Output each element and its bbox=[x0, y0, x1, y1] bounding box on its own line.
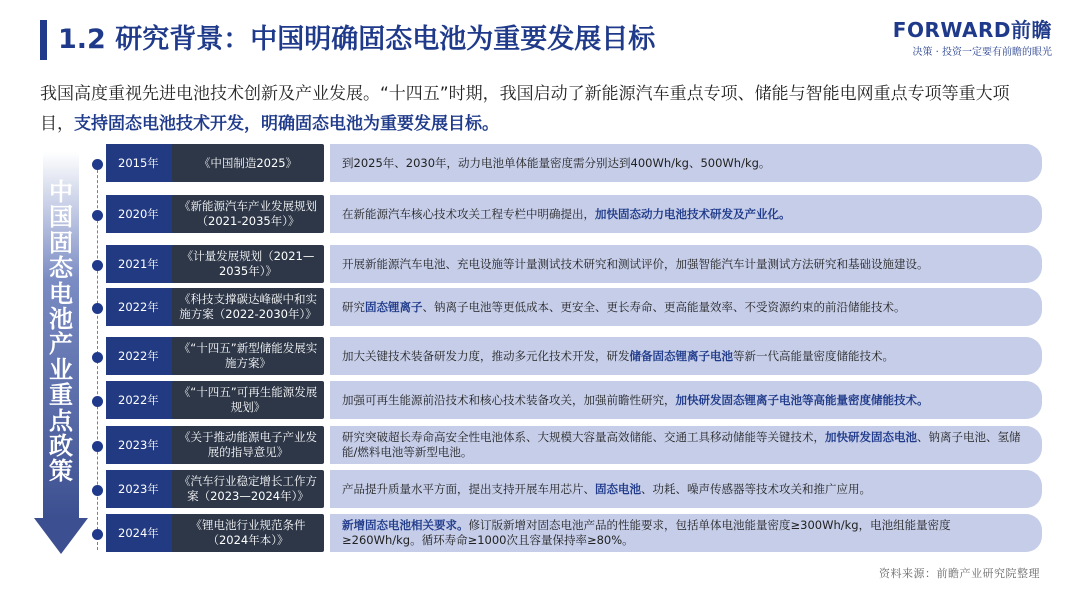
source-note: 资料来源：前瞻产业研究院整理 bbox=[879, 567, 1040, 580]
policy-description bbox=[330, 426, 1042, 464]
description-highlight: 储备固态锂离子电池 bbox=[629, 348, 733, 363]
description-highlight: 固态锂离子 bbox=[365, 299, 423, 314]
policy-document: 《关于推动能源电子产业发展的指导意见》 bbox=[172, 426, 324, 464]
policy-year: 2020年 bbox=[106, 195, 248, 233]
intro-text: 我国高度重视先进电池技术创新及产业发展。“十四五”时期，我国启动了新能源汽车重点专项、储能与智能电网重点专项等重大项目， bbox=[40, 84, 1010, 134]
policy-description bbox=[330, 144, 1042, 182]
policy-row bbox=[92, 426, 1042, 464]
policy-row bbox=[92, 288, 1042, 326]
policy-row bbox=[92, 470, 1042, 508]
policy-description bbox=[330, 381, 1042, 419]
policy-document: 《锂电池行业规范条件（2024年本）》 bbox=[172, 514, 324, 552]
logo-wordmark: FORWARD前瞻 bbox=[892, 18, 1052, 42]
timeline-dot bbox=[92, 396, 103, 407]
policy-description bbox=[330, 470, 1042, 508]
timeline-dot bbox=[92, 159, 103, 170]
policy-row bbox=[92, 144, 1042, 182]
title-accent-bar bbox=[40, 20, 47, 60]
description-text: 等新一代高能量密度储能技术。 bbox=[733, 348, 894, 363]
timeline-dot bbox=[92, 260, 103, 271]
policy-row bbox=[92, 195, 1042, 233]
description-text: 到2025年、2030年，动力电池单体能量密度需分别达到400Wh/kg、500Wh/kg。 bbox=[342, 155, 771, 170]
timeline-dot bbox=[92, 352, 103, 363]
policy-description bbox=[330, 514, 1042, 552]
policy-year: 2022年 bbox=[106, 288, 248, 326]
description-text: 加大关键技术装备研发力度，推动多元化技术开发，研发 bbox=[342, 348, 630, 363]
description-text: 、钠离子电池等更低成本、更安全、更长寿命、更高能量效率、不受资源约束的前沿储能技术。 bbox=[422, 299, 906, 314]
side-label: 中国固态电池产业重点政策 bbox=[49, 178, 73, 486]
policy-row bbox=[92, 245, 1042, 283]
description-text: 研究 bbox=[342, 299, 365, 314]
policy-document: 《“十四五”新型储能发展实施方案》 bbox=[172, 337, 324, 375]
intro-paragraph bbox=[40, 79, 1040, 139]
page-title: 1.2 研究背景：中国明确固态电池为重要发展目标 bbox=[58, 24, 656, 55]
policy-year: 2023年 bbox=[106, 426, 248, 464]
description-text: 开展新能源汽车电池、充电设施等计量测试技术研究和测试评价，加强智能汽车计量测试方法研究和基础设施建设。 bbox=[342, 256, 929, 271]
timeline-dot bbox=[92, 441, 103, 452]
policy-row bbox=[92, 514, 1042, 552]
policy-row bbox=[92, 381, 1042, 419]
description-highlight: 固态电池 bbox=[595, 481, 641, 496]
policy-document: 《中国制造2025》 bbox=[172, 144, 324, 182]
description-highlight: 加快研发固态电池 bbox=[825, 430, 917, 444]
side-arrow-head-icon bbox=[34, 518, 88, 554]
policy-document: 《“十四五”可再生能源发展规划》 bbox=[172, 381, 324, 419]
timeline-dot bbox=[92, 529, 103, 540]
policy-year: 2022年 bbox=[106, 337, 248, 375]
policy-document: 《科技支撑碳达峰碳中和实施方案（2022-2030年）》 bbox=[172, 288, 324, 326]
policy-year: 2023年 bbox=[106, 470, 248, 508]
policy-year: 2015年 bbox=[106, 144, 248, 182]
policy-description bbox=[330, 337, 1042, 375]
timeline-dot bbox=[92, 210, 103, 221]
policy-year: 2024年 bbox=[106, 514, 248, 552]
timeline-dot bbox=[92, 303, 103, 314]
description-highlight: 加快研发固态锂离子电池等高能量密度储能技术。 bbox=[675, 392, 929, 407]
description-highlight: 加快固态动力电池技术研发及产业化。 bbox=[595, 206, 791, 221]
brand-logo bbox=[893, 18, 1052, 58]
policy-year: 2022年 bbox=[106, 381, 248, 419]
description-highlight: 新增固态电池相关要求。 bbox=[342, 518, 469, 532]
timeline-dot bbox=[92, 485, 103, 496]
description-text: 、功耗、噪声传感器等技术攻关和推广应用。 bbox=[641, 481, 871, 496]
policy-description bbox=[330, 288, 1042, 326]
intro-highlight: 支持固态电池技术开发，明确固态电池为重要发展目标。 bbox=[74, 114, 499, 134]
description-text: 、钠离子电池、氢储能/燃料电池等新型电池。 bbox=[342, 430, 1021, 459]
side-arrow bbox=[34, 152, 88, 556]
policy-year: 2021年 bbox=[106, 245, 248, 283]
policy-row bbox=[92, 337, 1042, 375]
policy-document: 《汽车行业稳定增长工作方案（2023—2024年）》 bbox=[172, 470, 324, 508]
description-text: 在新能源汽车核心技术攻关工程专栏中明确提出， bbox=[342, 206, 595, 221]
description-text: 研究突破超长寿命高安全性电池体系、大规模大容量高效储能、交通工具移动储能等关键技术， bbox=[342, 430, 825, 444]
description-text: 修订版新增对固态电池产品的性能要求，包括单体电池能量密度≥300Wh/kg，电池组能量密度≥260Wh/kg。循环寿命≥1000次且容量保持率≥80%。 bbox=[342, 518, 951, 547]
policy-description bbox=[330, 245, 1042, 283]
policy-document: 《计量发展规划（2021—2035年）》 bbox=[172, 245, 324, 283]
policy-description bbox=[330, 195, 1042, 233]
policy-document: 《新能源汽车产业发展规划（2021-2035年）》 bbox=[172, 195, 324, 233]
description-text: 产品提升质量水平方面，提出支持开展车用芯片、 bbox=[342, 481, 595, 496]
description-text: 加强可再生能源前沿技术和核心技术装备攻关，加强前瞻性研究， bbox=[342, 392, 676, 407]
logo-slogan: 决策 · 投资一定要有前瞻的眼光 bbox=[912, 47, 1052, 58]
